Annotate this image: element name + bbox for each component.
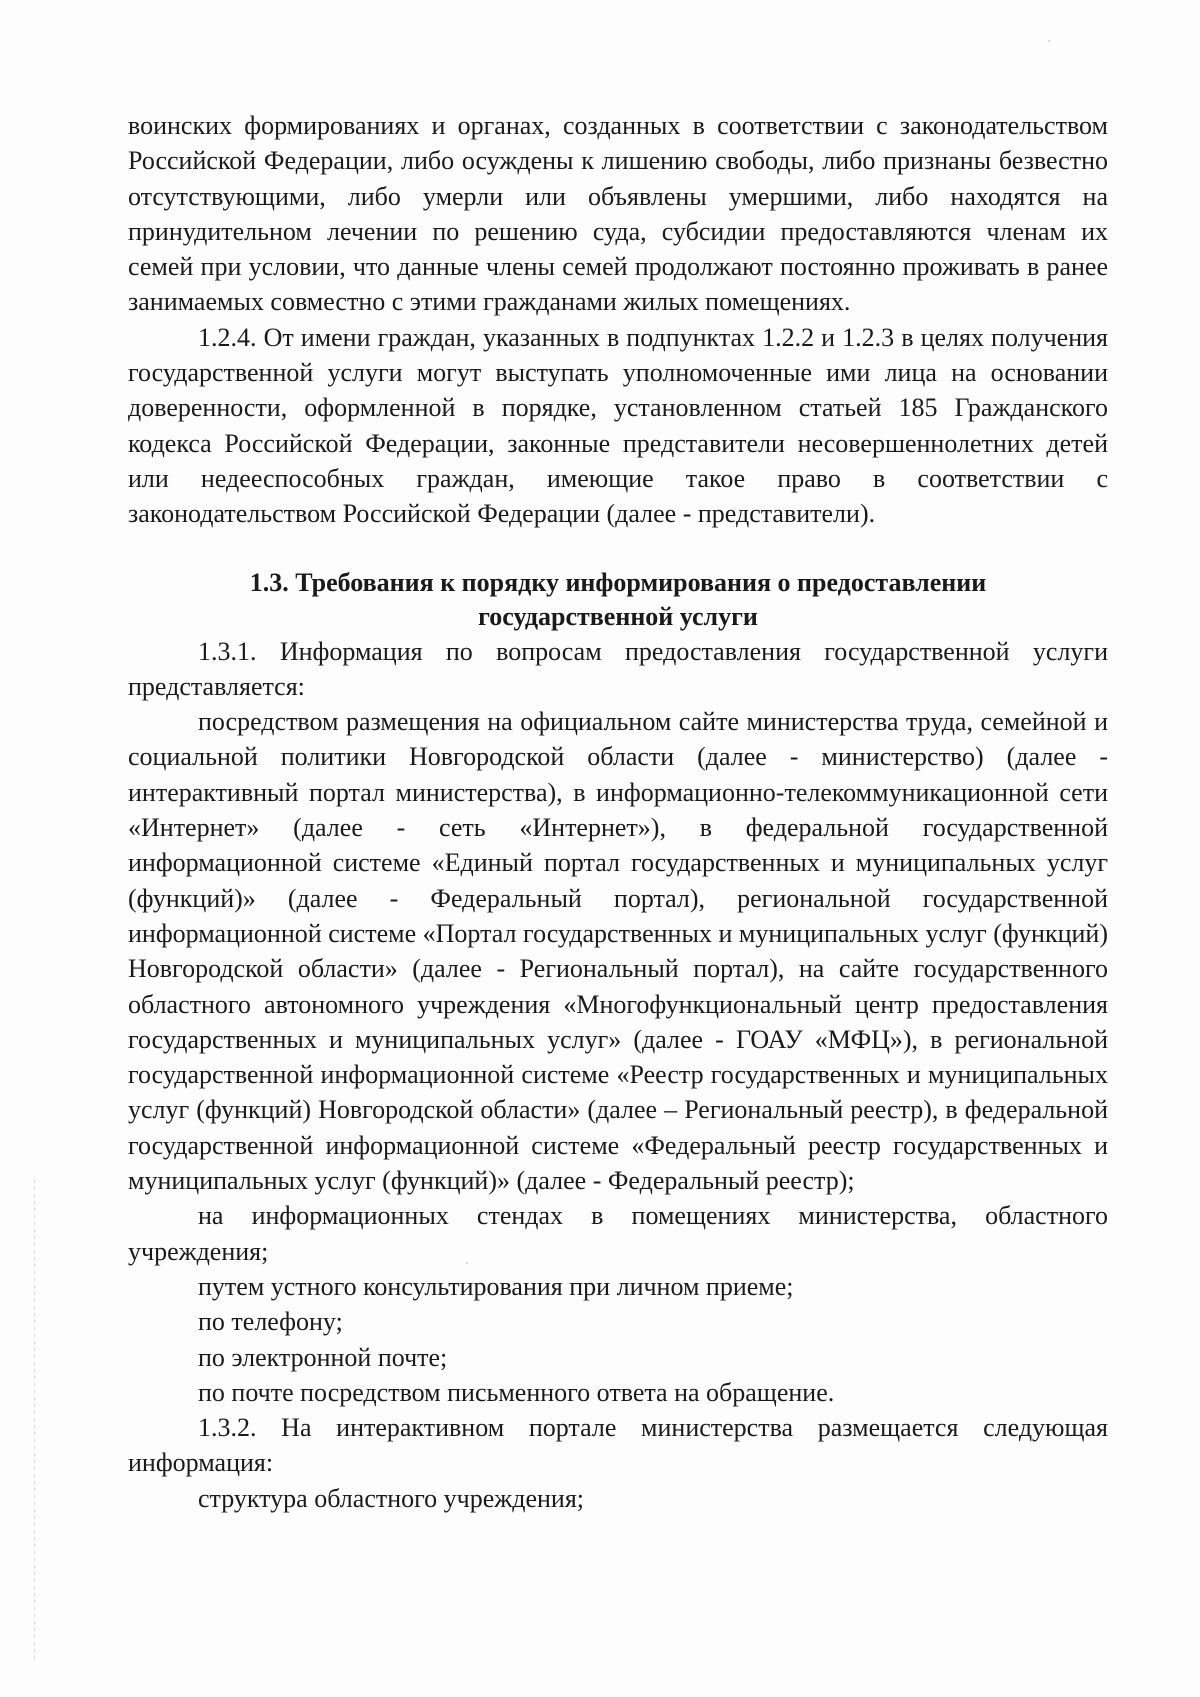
- paragraph-structure: структура областного учреждения;: [198, 1483, 585, 1513]
- paragraph-info-stands: на информационных стендах в помещениях министерства, областного учреждения;: [128, 1201, 1108, 1266]
- section-heading-1-3: [128, 566, 1108, 634]
- paragraph-oral-consulting: путем устного консультирования при личном приеме;: [198, 1271, 794, 1301]
- paragraph-official-sites: посредством размещения на официальном сайте министерства труда, семейной и социальной политики Новгородской области (далее - министерство) (далее - интерактивный портал министерства), в информационно-телекоммуникационной сети «Интернет» (далее - сеть «Интернет»), в федеральной государственной информационной системе «Единый портал государственных и муниципальных услуг (функций)» (далее - Федеральный портал), региональной государственной информационной системе «Портал государственных и муниципальных услуг (функций) Новгородской области» (далее - Региональный портал), на сайте государственного областного автономного учреждения «Многофункциональный центр предоставления государственных и муниципальных услуг» (далее - ГОАУ «МФЦ»), в региональной государственной информационной системе «Реестр государственных и муниципальных услуг (функций) Новгородской области» (далее – Региональный реестр), в федеральной государственной информационной системе «Федеральный реестр государственных и муниципальных услуг (функций)» (далее - Федеральный реестр);: [128, 707, 1108, 1196]
- paragraph-1-2-4: 1.2.4. От имени граждан, указанных в подпунктах 1.2.2 и 1.2.3 в целях получения государственной услуги могут выступать уполномоченные ими лица на основании доверенности, оформленной в порядке, установленном статьей 185 Гражданского кодекса Российской Федерации, законные представители несовершеннолетних детей или недееспособных граждан, имеющие такое право в соответствии с законодательством Российской Федерации (далее - представители).: [128, 322, 1108, 529]
- paragraph-phone: по телефону;: [198, 1307, 343, 1337]
- scan-margin-artifact: [34, 1180, 35, 1660]
- document-body: [128, 108, 1108, 1516]
- paragraph-email: по электронной почте;: [198, 1342, 448, 1372]
- paragraph-post: по почте посредством письменного ответа на обращение.: [198, 1377, 835, 1407]
- paragraph-1-3-1: 1.3.1. Информация по вопросам предоставления государственной услуги представляется:: [128, 636, 1108, 701]
- section-heading-line-1: 1.3. Требования к порядку информирования о предоставлении: [249, 567, 987, 597]
- section-heading-line-2: государственной услуги: [478, 601, 758, 631]
- paragraph-1-3-2: 1.3.2. На интерактивном портале министерства размещается следующая информация:: [128, 1413, 1108, 1478]
- paragraph-continuation: воинских формированиях и органах, созданных в соответствии с законодательством Российской Федерации, либо осуждены к лишению свободы, либо признаны безвестно отсутствующими, либо умерли или объявлены умершими, либо находятся на принудительном лечении по решению суда, субсидии предоставляются членам их семей при условии, что данные члены семей продолжают постоянно проживать в ранее занимаемых совместно с этими гражданами жилых помещениях.: [128, 111, 1108, 317]
- scan-dust: [1048, 40, 1050, 42]
